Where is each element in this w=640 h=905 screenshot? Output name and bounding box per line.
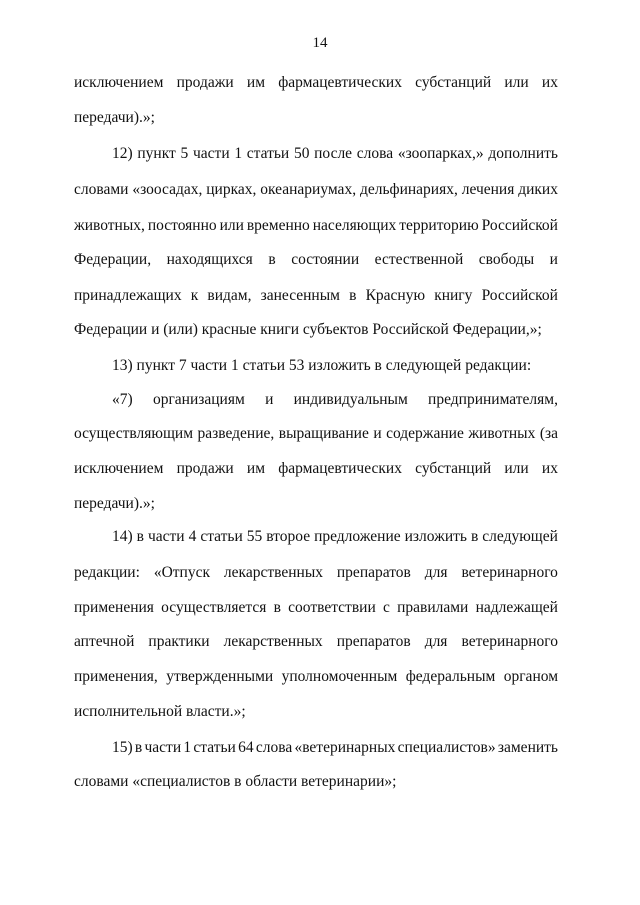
word: разведение, [197,425,275,442]
word: ветеринарного [461,633,558,650]
word: 55 [246,528,263,545]
word: книгу [434,287,473,304]
word: и [373,425,382,442]
text-line [74,73,558,93]
word: препаратов [336,564,411,581]
word: продажи [176,460,234,477]
word: или [504,460,529,477]
word: 5 [180,145,189,162]
word: федеральным [405,668,496,685]
word: «зоосадах, [132,181,203,198]
word: их [541,74,558,91]
word: предпринимателям, [428,391,558,408]
word: дельфинариях, [359,181,458,198]
word: 50 [293,145,310,162]
word: органом [503,668,558,685]
word: территорию [399,217,479,234]
word: утвержденными [166,668,274,685]
word: применения, [74,668,158,685]
word: аптечной [74,633,135,650]
word: части [144,739,182,756]
word: естественной [374,251,464,268]
word: изложить [404,528,467,545]
word: населяющих [312,217,397,234]
text-line: словами «специалистов в области ветеринарии»; [74,773,397,790]
word: слова [356,145,394,162]
word: и [549,251,558,268]
text-line [74,286,558,306]
text-line [112,144,558,164]
word: редакции: [74,564,140,581]
word: предложение [314,528,401,545]
word: им [246,74,266,91]
text-line: 13) пункт 7 части 1 статьи 53 изложить в следующей редакции: [112,357,532,374]
word: субстанций [415,74,492,91]
word: Российской [481,217,558,234]
word: 1 [234,145,243,162]
word: следующей [482,528,558,545]
word: свободы [478,251,535,268]
word: или [504,74,529,91]
word: занесенным [260,287,340,304]
text-line: передачи).»; [74,495,155,512]
word: практики [148,633,210,650]
text-line: передачи).»; [74,109,155,126]
word: статьи [200,528,243,545]
word: к [190,287,199,304]
word: ветеринарного [461,564,558,581]
word: океанариумах, [260,181,357,198]
text-line [74,424,558,444]
word: «ветеринарных [294,739,396,756]
word: фармацевтических [278,460,402,477]
word: применения [74,599,154,616]
word: Российской [481,287,558,304]
word: содержание [386,425,464,442]
word: в [134,739,143,756]
word: животных, [74,217,145,234]
word: специалистов» [397,739,496,756]
word: выращивание [278,425,369,442]
word: с [382,599,390,616]
word: состоянии [291,251,360,268]
word: 12) [112,145,133,162]
text-line [112,527,558,547]
word: субстанций [415,460,492,477]
word: части [147,528,185,545]
word: в [136,528,144,545]
word: статьи [193,739,236,756]
page-number: 14 [312,35,328,51]
word: 15) [112,739,133,756]
word: или [219,217,244,234]
word: после [314,145,353,162]
word: второе [266,528,311,545]
text-line [74,598,558,618]
text-line: исполнительной власти.»; [74,703,246,720]
word: для [424,564,448,581]
word: в [268,251,276,268]
text-line [74,563,558,583]
word: части [192,145,230,162]
word: индивидуальным [293,391,408,408]
text-line [74,667,558,687]
word: Красную [365,287,426,304]
word: дополнить [488,145,558,162]
word: цирках, [206,181,257,198]
word: исключением [74,460,164,477]
word: их [541,460,558,477]
text-line [74,459,558,479]
word: в [273,599,281,616]
word: Федерации, [74,251,152,268]
word: для [424,633,448,650]
word: 64 [238,739,254,756]
word: (за [539,425,558,442]
word: принадлежащих [74,287,182,304]
word: «зоопарках,» [397,145,484,162]
word: продажи [176,74,234,91]
word: уполномоченным [281,668,398,685]
word: находящихся [166,251,253,268]
word: в [349,287,357,304]
word: животных [468,425,536,442]
word: статьи [246,145,290,162]
word: осуществляется [161,599,267,616]
text-line: Федерации и (или) красные книги субъектов Российской Федерации,»; [74,321,542,338]
word: препаратов [336,633,411,650]
word: организациям [152,391,245,408]
word: заменить [497,739,558,756]
text-line [74,216,558,236]
text-line [74,632,558,652]
word: лекарственных [223,564,323,581]
word: «Отпуск [153,564,211,581]
word: исключением [74,74,164,91]
text-line [112,738,558,758]
word: слова [255,739,293,756]
word: видам, [207,287,252,304]
word: 4 [188,528,197,545]
text-line [74,180,558,200]
word: словами [74,181,129,198]
word: диких [518,181,558,198]
word: постоянно [147,217,217,234]
word: пункт [137,145,176,162]
word: фармацевтических [278,74,402,91]
text-line [74,250,558,270]
word: осуществляющим [74,425,194,442]
word: 1 [183,739,192,756]
word: им [246,460,266,477]
text-line [112,390,558,410]
word: надлежащей [475,599,558,616]
word: лечения [461,181,515,198]
word: соответствии [288,599,376,616]
word: «7) [112,391,133,408]
word: лекарственных [223,633,323,650]
word: и [265,391,274,408]
word: временно [246,217,310,234]
word: правилами [397,599,469,616]
word: в [470,528,479,545]
word: 14) [112,528,133,545]
